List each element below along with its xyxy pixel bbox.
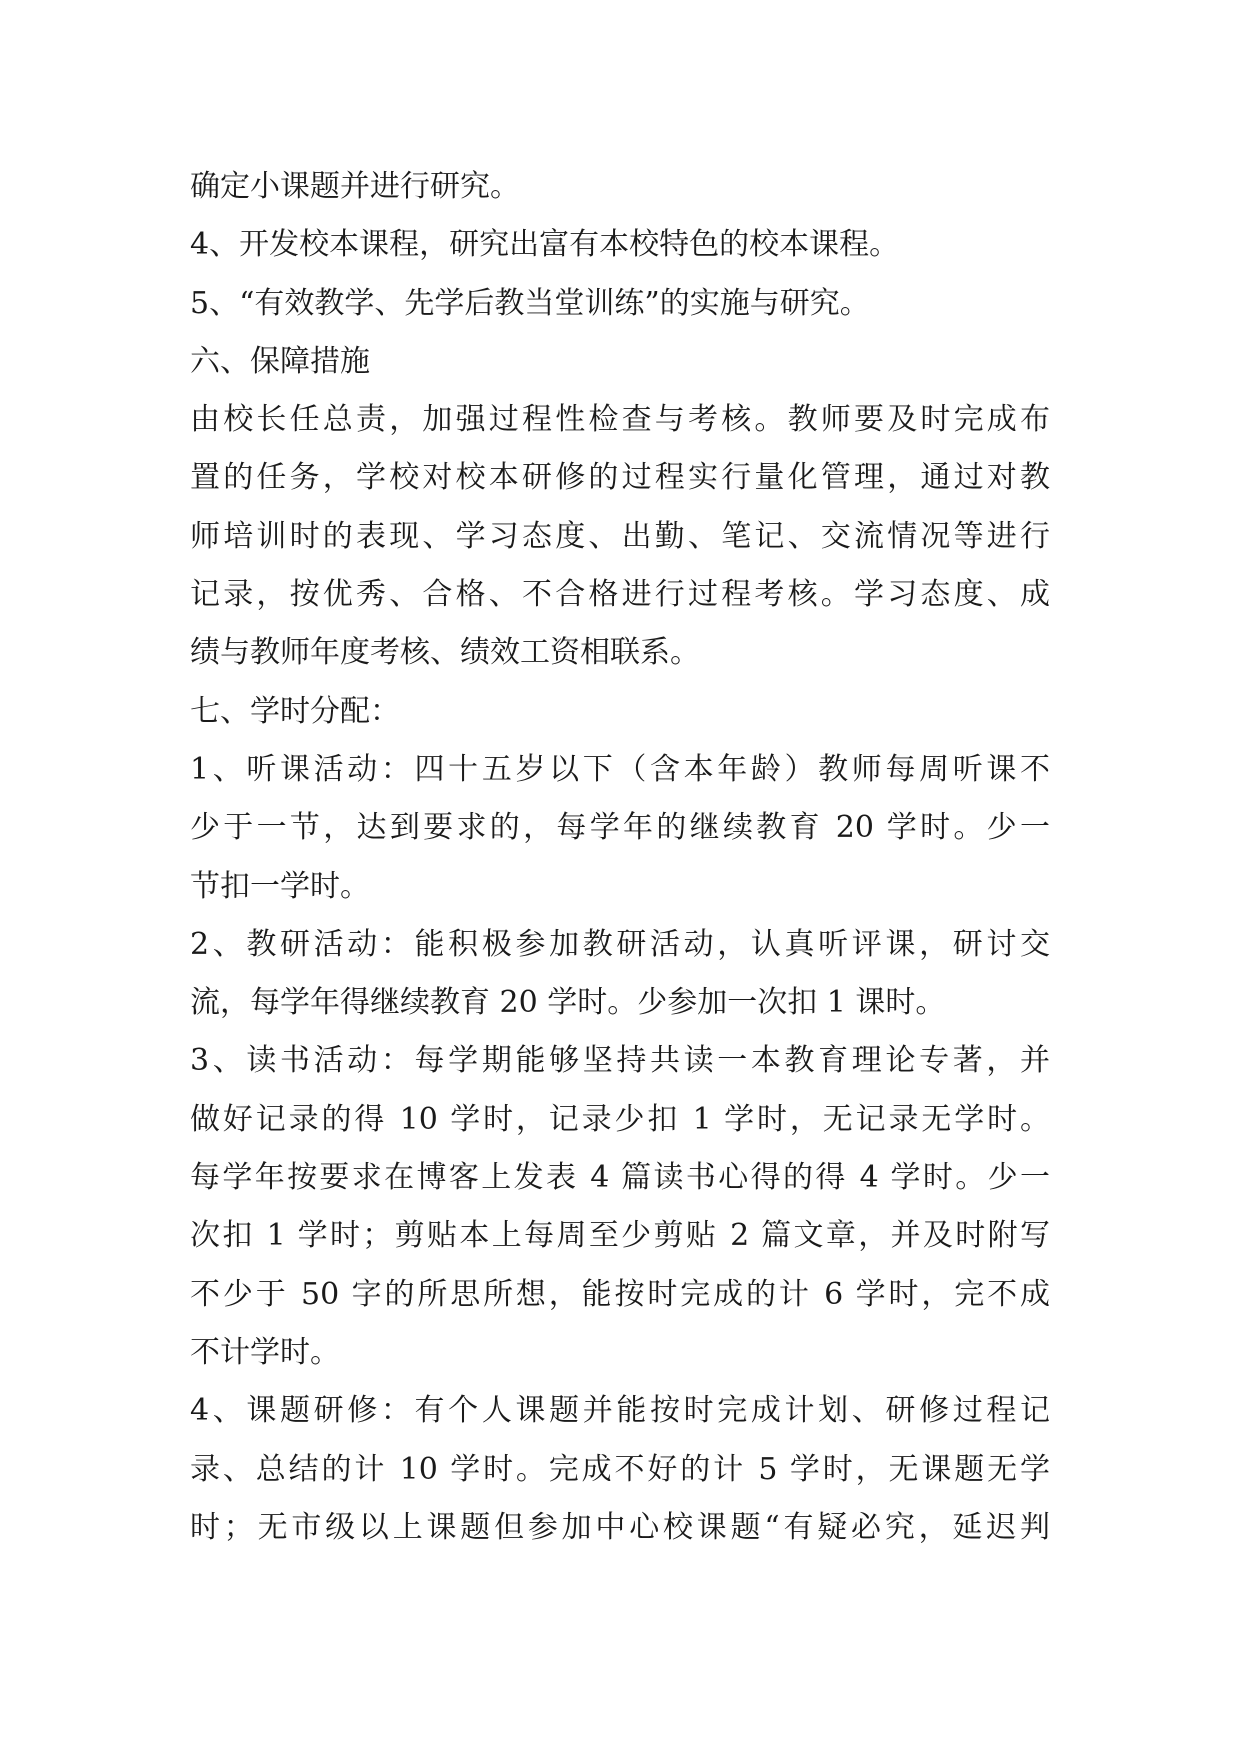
text-line: 每学年按要求在博客上发表 4 篇读书心得的得 4 学时。少一 <box>190 1160 1050 1196</box>
text-line: 节扣一学时。 <box>190 868 370 904</box>
text-line: 不少于 50 字的所思所想，能按时完成的计 6 学时，完不成 <box>190 1276 1050 1312</box>
text-line: 4、开发校本课程，研究出富有本校特色的校本课程。 <box>190 227 900 263</box>
text-line: 4、课题研修：有个人课题并能按时完成计划、研修过程记 <box>190 1393 1050 1429</box>
text-line: 2、教研活动：能积极参加教研活动，认真听评课，研讨交 <box>190 926 1050 962</box>
text-line: 5、“有效教学、先学后教当堂训练”的实施与研究。 <box>190 285 870 321</box>
section-heading: 六、保障措施 <box>190 343 370 379</box>
text-line: 确定小课题并进行研究。 <box>190 169 520 204</box>
text-line: 做好记录的得 10 学时，记录少扣 1 学时，无记录无学时。 <box>190 1101 1050 1137</box>
text-line: 录、总结的计 10 学时。完成不好的计 5 学时，无课题无学 <box>190 1451 1050 1487</box>
text-line: 次扣 1 学时；剪贴本上每周至少剪贴 2 篇文章，并及时附写 <box>190 1218 1050 1254</box>
text-line: 师培训时的表现、学习态度、出勤、笔记、交流情况等进行 <box>190 518 1050 554</box>
text-line: 绩与教师年度考核、绩效工资相联系。 <box>190 635 700 671</box>
text-line: 3、读书活动：每学期能够坚持共读一本教育理论专著，并 <box>190 1043 1050 1079</box>
text-line: 少于一节，达到要求的，每学年的继续教育 20 学时。少一 <box>190 810 1050 846</box>
text-line: 不计学时。 <box>190 1334 340 1370</box>
section-heading: 七、学时分配： <box>190 693 400 729</box>
body-text <box>190 158 1050 1557</box>
text-line: 流，每学年得继续教育 20 学时。少参加一次扣 1 课时。 <box>190 985 946 1021</box>
text-line: 记录，按优秀、合格、不合格进行过程考核。学习态度、成 <box>190 577 1050 613</box>
text-line: 时；无市级以上课题但参加中心校课题“有疑必究，延迟判 <box>190 1509 1050 1545</box>
text-line: 1、听课活动：四十五岁以下（含本年龄）教师每周听课不 <box>190 751 1050 787</box>
text-line: 置的任务，学校对校本研修的过程实行量化管理，通过对教 <box>190 460 1050 496</box>
text-line: 由校长任总责，加强过程性检查与考核。教师要及时完成布 <box>190 402 1050 438</box>
